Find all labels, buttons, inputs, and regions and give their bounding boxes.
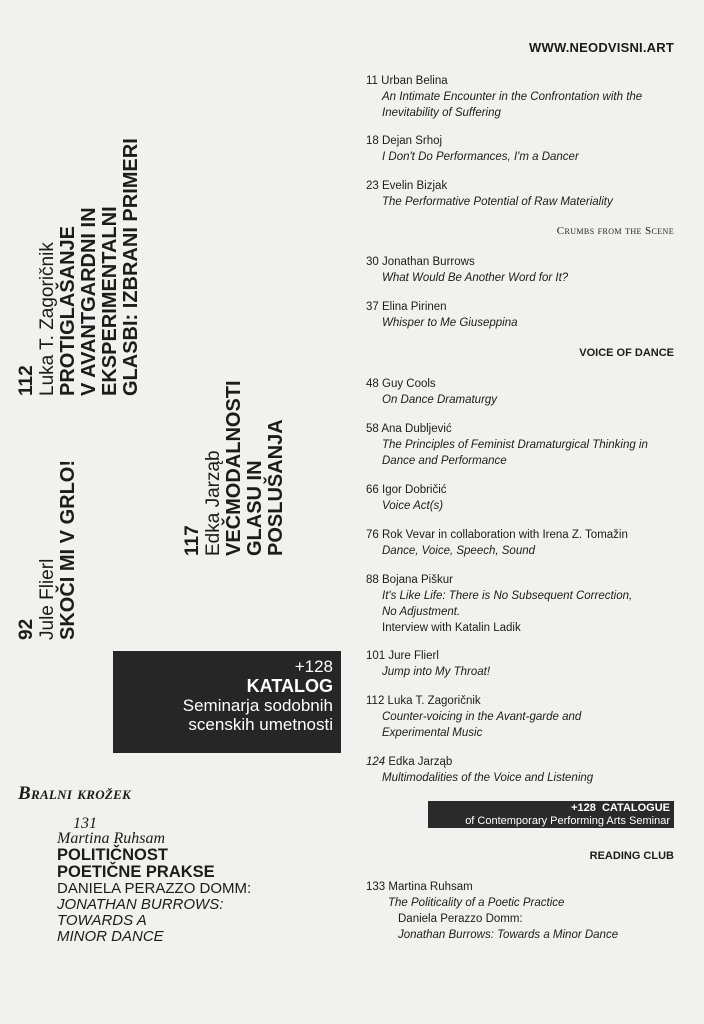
reading-sub: DANIELA PERAZZO DOMM: — [57, 880, 252, 897]
toc-entry — [366, 648, 686, 680]
entry-number: 23 — [366, 180, 379, 192]
toc-entry — [366, 73, 686, 121]
entry-number: 30 — [366, 256, 379, 268]
entry-author: Elina Pirinen — [382, 301, 447, 313]
reading-sub-italic: JONATHAN BURROWS: — [57, 896, 224, 913]
toc-entry — [366, 527, 686, 559]
entry-author: Bojana Piškur — [382, 574, 453, 586]
entry-title: An Intimate Encounter in the Confrontation with the — [382, 91, 643, 103]
entry-author: Jure Flierl — [388, 650, 439, 662]
entry-title: No Adjustment. — [382, 606, 461, 618]
block-author: Edka Jarząb — [203, 450, 224, 556]
block-title: V AVANTGARDNI IN — [78, 207, 100, 396]
entry-title: Counter-voicing in the Avant-garde and — [382, 711, 582, 723]
block-number: 92 — [16, 618, 37, 640]
block-title: PROTIGLAŠANJE — [57, 225, 79, 396]
entry-number: 18 — [366, 135, 379, 147]
entry-title: The Principles of Feminist Dramaturgical Thinking in — [382, 439, 648, 451]
entry-number: 76 — [366, 529, 379, 541]
rotated-block-92 — [16, 460, 79, 640]
rotated-block-112 — [16, 138, 142, 396]
catalogue-banner — [428, 801, 674, 828]
entry-title: The Politicality of a Poetic Practice — [388, 897, 565, 909]
reading-title: POLITIČNOST — [57, 846, 168, 864]
entry-title: The Performative Potential of Raw Materiality — [382, 196, 613, 208]
toc-entry-reading — [366, 879, 686, 943]
entry-number: 133 — [366, 881, 386, 893]
reading-title: POETIČNE PRAKSE — [57, 863, 215, 881]
entry-author: Igor Dobričić — [382, 484, 447, 496]
entry-title: Jump into My Throat! — [382, 666, 491, 678]
entry-title: It's Like Life: There is No Subsequent Correction, — [382, 590, 633, 602]
entry-author: Evelin Bizjak — [382, 180, 448, 192]
block-title: EKSPERIMENTALNI — [99, 206, 121, 396]
block-title: VEČMODALNOSTI — [223, 380, 245, 556]
entry-sub-title: Jonathan Burrows: Towards a Minor Dance — [398, 929, 619, 941]
reading-club-heading: Bralni krožek — [18, 783, 132, 804]
toc-entry — [366, 133, 686, 165]
block-number: 112 — [16, 365, 37, 396]
toc-entry — [366, 299, 686, 331]
entry-title: What Would Be Another Word for It? — [382, 272, 569, 284]
entry-extra: Interview with Katalin Ladik — [382, 622, 521, 634]
toc-entry — [366, 178, 686, 210]
entry-number: 124 — [366, 756, 386, 768]
reading-club-entry — [57, 816, 317, 945]
toc-entry — [366, 254, 686, 286]
entry-number: 37 — [366, 301, 379, 313]
entry-title: Voice Act(s) — [382, 500, 444, 512]
entry-title: Multimodalities of the Voice and Listening — [382, 772, 594, 784]
section-heading-crumbs: Crumbs from the Scene — [556, 225, 674, 237]
entry-number: 112 — [366, 695, 385, 707]
entry-number: 88 — [366, 574, 379, 586]
entry-author: Jonathan Burrows — [382, 256, 475, 268]
entry-author: Edka Jarząb — [388, 756, 453, 768]
block-author: Luka T. Zagoričnik — [37, 242, 58, 396]
entry-author: Luka T. Zagoričnik — [387, 695, 481, 707]
katalog-word: KATALOG — [246, 676, 333, 696]
reading-sub-italic: TOWARDS A — [57, 912, 147, 929]
toc-entry — [366, 572, 686, 636]
entry-author: Urban Belina — [381, 75, 448, 87]
catalogue-subtitle: of Contemporary Performing Arts Seminar — [465, 815, 670, 827]
entry-author: Rok Vevar in collaboration with Irena Z. Tomažin — [382, 529, 628, 541]
entry-number: 58 — [366, 423, 379, 435]
rotated-block-117 — [182, 380, 287, 556]
entry-title: Whisper to Me Giuseppina — [382, 317, 518, 329]
reading-author: Martina Ruhsam — [57, 830, 165, 847]
toc-entry — [366, 421, 686, 469]
toc-entry — [366, 482, 686, 514]
entry-title: On Dance Dramaturgy — [382, 394, 498, 406]
entry-author: Ana Dubljević — [381, 423, 452, 435]
katalog-number: +128 — [294, 657, 333, 676]
block-title: POSLUŠANJA — [265, 419, 287, 556]
entry-title: Inevitability of Suffering — [382, 107, 501, 119]
block-title: GLASU IN — [244, 460, 266, 556]
entry-author: Martina Ruhsam — [388, 881, 473, 893]
section-heading-voice: VOICE OF DANCE — [579, 347, 674, 359]
entry-number: 66 — [366, 484, 379, 496]
toc-entry — [366, 754, 686, 786]
entry-title: Dance and Performance — [382, 455, 507, 467]
entry-author: Dejan Srhoj — [382, 135, 443, 147]
entry-title: Dance, Voice, Speech, Sound — [382, 545, 536, 557]
entry-title: I Don't Do Performances, I'm a Dancer — [382, 151, 579, 163]
section-heading-reading: READING CLUB — [589, 850, 674, 862]
reading-number: 131 — [73, 815, 97, 832]
katalog-line: scenskih umetnosti — [188, 715, 333, 734]
website-url[interactable]: WWW.NEODVISNI.ART — [529, 40, 674, 55]
block-author: Jule Flierl — [37, 558, 58, 640]
entry-number: 11 — [366, 75, 378, 87]
katalog-line: Seminarja sodobnih — [182, 696, 333, 715]
katalog-box — [113, 651, 341, 753]
reading-sub-italic: MINOR DANCE — [57, 928, 164, 945]
entry-number: 48 — [366, 378, 379, 390]
entry-author: Guy Cools — [382, 378, 436, 390]
entry-number: 101 — [366, 650, 386, 662]
catalogue-number: +128 — [571, 802, 596, 814]
toc-entry — [366, 376, 686, 408]
block-number: 117 — [182, 525, 203, 556]
catalogue-word: CATALOGUE — [601, 802, 670, 814]
block-title: GLASBI: IZBRANI PRIMERI — [120, 138, 142, 396]
block-title: SKOČI MI V GRLO! — [57, 460, 79, 640]
entry-title: Experimental Music — [382, 727, 483, 739]
toc-entry — [366, 693, 686, 741]
entry-sub-author: Daniela Perazzo Domm: — [398, 913, 523, 925]
